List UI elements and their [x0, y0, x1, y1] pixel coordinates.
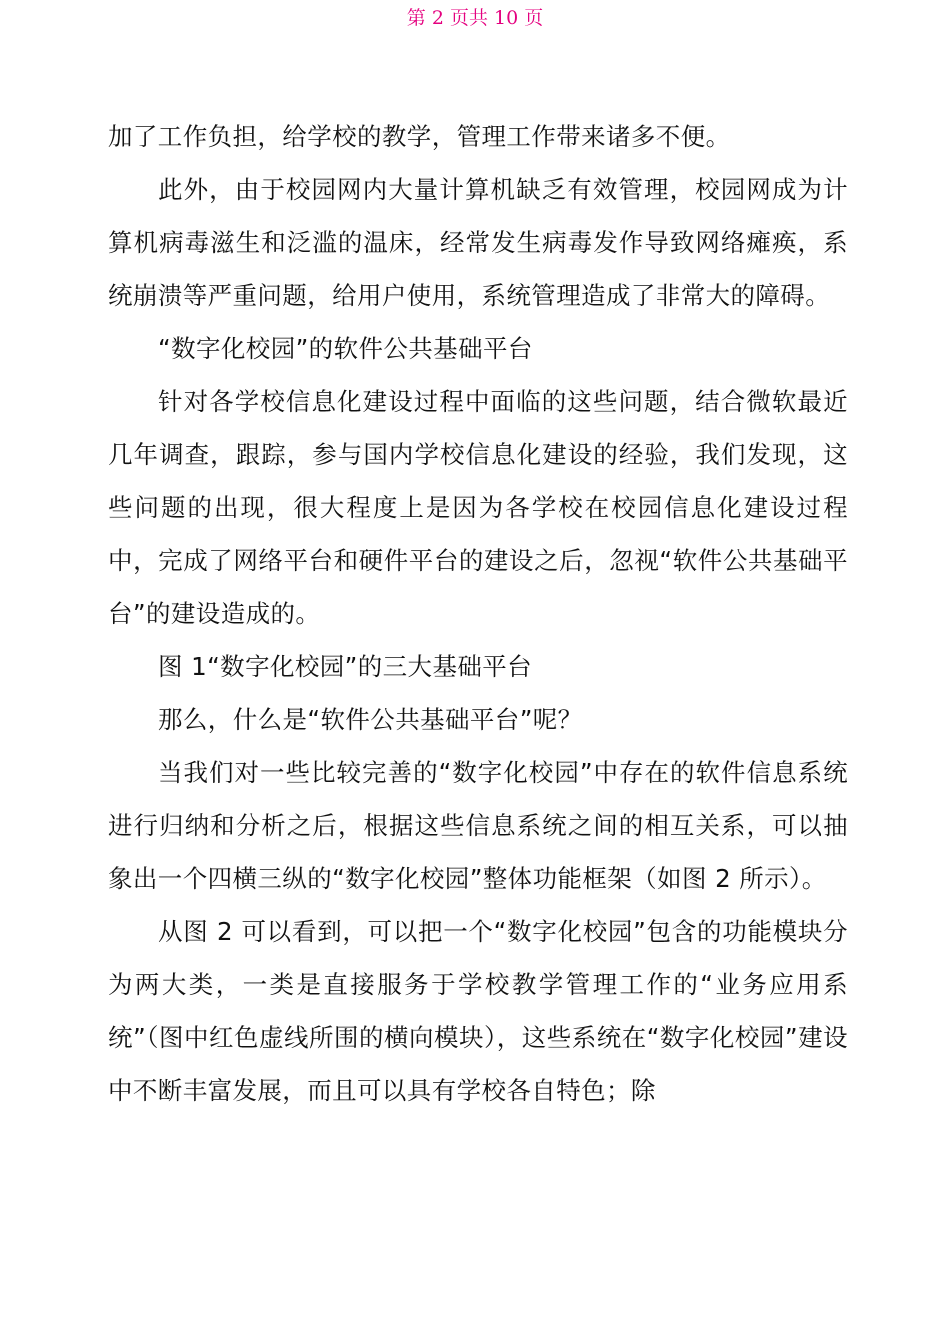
page-number-header: 第 2 页共 10 页	[406, 7, 544, 29]
document-body	[108, 110, 848, 1117]
paragraph-framework: 当我们对一些比较完善的“数字化校园”中存在的软件信息系统进行归纳和分析之后，根据这些信息系统之间的相互关系，可以抽象出一个四横三纵的“数字化校园”整体功能框架（如图 2 所示）。	[108, 758, 848, 893]
paragraph-question: 那么，什么是“软件公共基础平台”呢？	[158, 705, 583, 734]
section-heading-software-platform: “数字化校园”的软件公共基础平台	[158, 334, 533, 363]
figure-caption-1: 图 1“数字化校园”的三大基础平台	[158, 652, 533, 681]
paragraph-virus-problem: 此外，由于校园网内大量计算机缺乏有效管理，校园网成为计算机病毒滋生和泛滥的温床，经常发生病毒发作导致网络瘫痪，系统崩溃等严重问题，给用户使用，系统管理造成了非常大的障碍。	[108, 175, 848, 310]
paragraph-analysis: 针对各学校信息化建设过程中面临的这些问题，结合微软最近几年调查，跟踪，参与国内学校信息化建设的经验，我们发现，这些问题的出现，很大程度上是因为各学校在校园信息化建设过程中，完成了网络平台和硬件平台的建设之后，忽视“软件公共基础平台”的建设造成的。	[108, 387, 848, 628]
paragraph-continuation: 加了工作负担，给学校的教学，管理工作带来诸多不便。	[108, 122, 731, 151]
paragraph-figure-2: 从图 2 可以看到，可以把一个“数字化校园”包含的功能模块分为两大类，一类是直接服务于学校教学管理工作的“业务应用系统”（图中红色虚线所围的横向模块），这些系统在“数字化校园”建设中不断丰富发展，而且可以具有学校各自特色；除	[108, 917, 848, 1105]
